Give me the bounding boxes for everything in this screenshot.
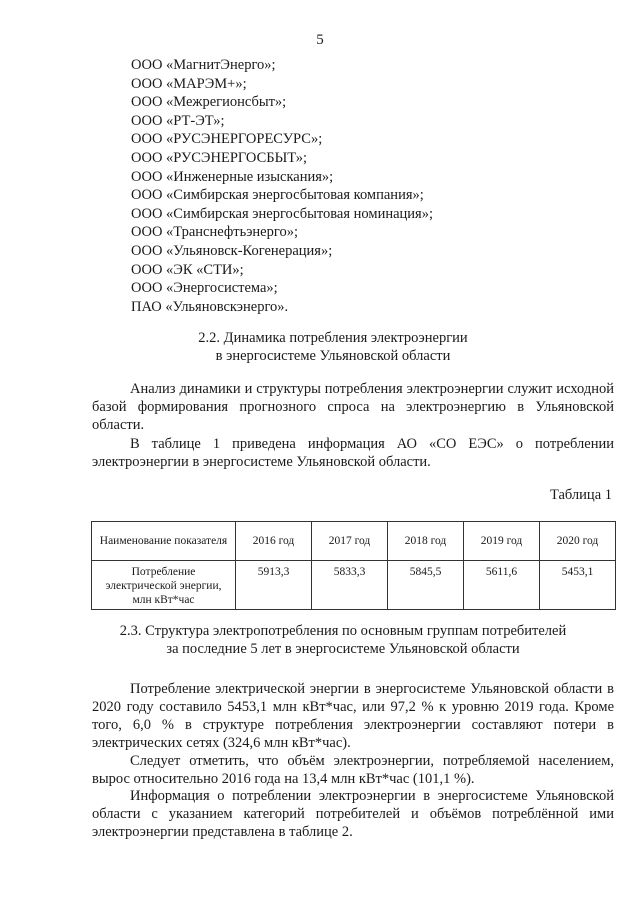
organization-list	[131, 56, 433, 316]
list-item: ООО «МагнитЭнерго»;	[131, 57, 276, 73]
list-item: ПАО «Ульяновскэнерго».	[131, 298, 289, 315]
consumption-table	[91, 521, 616, 610]
list-item: ООО «РУСЭНЕРГОСБЫТ»;	[131, 149, 307, 166]
table-header-row	[92, 522, 616, 561]
section-heading-2-3	[70, 622, 616, 658]
paragraph-population: Следует отметить, что объём электроэнергии, потребляемой населением, вырос относительно 2016 года на 13,4 млн кВт*час (101,1 %).	[92, 753, 614, 787]
page-number: 5	[316, 32, 324, 48]
table-caption: Таблица 1	[549, 487, 612, 503]
table-row	[92, 561, 616, 610]
list-item: ООО «Межрегионсбыт»;	[131, 94, 287, 111]
table-cell: 5845,5	[388, 561, 464, 610]
paragraph-consumption-2020: Потребление электрической энергии в энергосистеме Ульяновской области в 2020 году составило 5453,1 млн кВт*час, или 97,2 % к уровню 2019 года. Кроме того, 6,0 % в структуре потребления электроэнергии составляют потери в электрических сетях (324,6 млн кВт*час).	[92, 681, 614, 751]
paragraph-table-intro: В таблице 1 приведена информация АО «СО ЕЭС» о потреблении электроэнергии в энергосистеме Ульяновской области.	[92, 436, 614, 470]
list-item: ООО «РТ-ЭТ»;	[131, 112, 225, 129]
section-heading-line: 2.3. Структура электропотребления по основным группам потребителей	[119, 623, 567, 639]
list-item: ООО «РУСЭНЕРГОРЕСУРС»;	[131, 131, 323, 148]
list-item: ООО «Симбирская энергосбытовая номинация»;	[131, 205, 433, 222]
section-heading-line: в энергосистеме Ульяновской области	[215, 348, 451, 364]
list-item: ООО «ЭК «СТИ»;	[131, 261, 244, 278]
list-item: ООО «Симбирская энергосбытовая компания»;	[131, 187, 424, 204]
table-header-year: 2018 год	[388, 522, 464, 561]
table-row-label: Потребление электрической энергии, млн кВт*час	[92, 561, 236, 610]
section-heading-2-2	[60, 329, 606, 365]
table-header-year: 2017 год	[312, 522, 388, 561]
paragraph-analysis: Анализ динамики и структуры потребления электроэнергии служит исходной базой формирования прогнозного спроса на электроэнергию в Ульяновской области.	[92, 381, 614, 433]
list-item: ООО «Энергосистема»;	[131, 280, 278, 297]
paragraph-table2-intro: Информация о потреблении электроэнергии в энергосистеме Ульяновской области с указанием категорий потребителей и объёмов потреблённой ими электроэнергии представлена в таблице 2.	[92, 788, 614, 840]
table-header-label: Наименование показателя	[92, 522, 236, 561]
list-item: ООО «Инженерные изыскания»;	[131, 168, 334, 185]
table-header-year: 2016 год	[236, 522, 312, 561]
table-cell: 5611,6	[464, 561, 540, 610]
table-cell: 5453,1	[540, 561, 616, 610]
table-header-year: 2019 год	[464, 522, 540, 561]
list-item: ООО «Транснефтьэнерго»;	[131, 224, 298, 241]
list-item: ООО «МАРЭМ+»;	[131, 75, 247, 92]
section-heading-line: 2.2. Динамика потребления электроэнергии	[198, 330, 468, 346]
table-cell: 5913,3	[236, 561, 312, 610]
list-item: ООО «Ульяновск-Когенерация»;	[131, 242, 333, 259]
table-header-year: 2020 год	[540, 522, 616, 561]
section-heading-line: за последние 5 лет в энергосистеме Ульяновской области	[166, 641, 520, 657]
table-cell: 5833,3	[312, 561, 388, 610]
